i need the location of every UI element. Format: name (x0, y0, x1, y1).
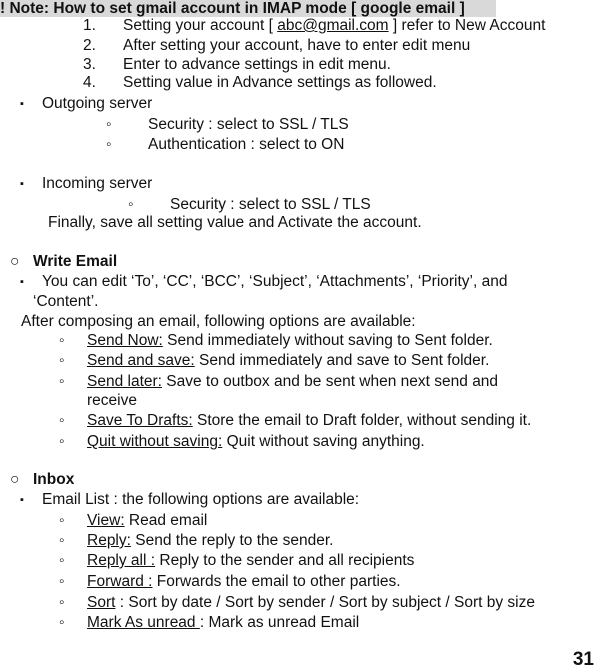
option-desc: Read email (124, 512, 208, 529)
step-text: After setting your account, have to enter edit menu (123, 37, 471, 54)
step-text: Setting value in Advance settings as followed. (123, 74, 437, 91)
square-bullet-icon: ▪ (20, 98, 24, 110)
write-option (87, 373, 498, 391)
ring-bullet-icon: ◦ (59, 614, 65, 631)
step-text (123, 17, 545, 35)
write-option (87, 433, 425, 451)
option-desc-cont: receive (87, 392, 137, 409)
option-desc: : Sort by date / Sort by sender / Sort by subject / Sort by size (115, 594, 535, 611)
inbox-option (87, 512, 207, 530)
ring-bullet-icon: ◦ (59, 552, 65, 569)
step-number: 4. (83, 74, 96, 91)
option-desc: : Mark as unread Email (199, 614, 360, 631)
ring-bullet-icon: ◦ (128, 196, 134, 213)
outgoing-label: Outgoing server (42, 95, 153, 112)
ring-bullet-icon: ◦ (59, 332, 65, 349)
option-desc: Forwards the email to other parties. (152, 573, 401, 590)
reply-option[interactable]: Reply: (87, 532, 131, 549)
ring-bullet-icon: ◦ (59, 352, 65, 369)
ring-bullet-icon: ◦ (106, 136, 112, 153)
step-post: ] refer to New Account (388, 17, 546, 34)
ring-bullet-icon: ◦ (59, 573, 65, 590)
forward-option[interactable]: Forward : (87, 573, 153, 590)
finally-text: Finally, save all setting value and Activate the account. (48, 214, 422, 231)
edit-text: You can edit ‘To’, ‘CC’, ‘BCC’, ‘Subject’, ‘Attachments’, ‘Priority’, and (42, 273, 508, 290)
option-desc: Send immediately and save to Sent folder. (194, 352, 490, 369)
after-composing-text: After composing an email, following options are available: (21, 313, 416, 330)
step-number: 1. (83, 17, 96, 34)
reply-all-option[interactable]: Reply all : (87, 552, 156, 569)
option-desc: Send the reply to the sender. (130, 532, 334, 549)
inbox-option (87, 614, 359, 632)
ring-bullet-icon: ◦ (106, 116, 112, 133)
note-heading: ! Note: How to set gmail account in IMAP mode [ google email ] (0, 0, 496, 17)
inbox-option (87, 594, 535, 612)
write-option (87, 332, 493, 350)
edit-text-cont: ‘Content’. (33, 293, 99, 310)
send-later-option[interactable]: Send later: (87, 373, 162, 390)
inbox-option (87, 573, 401, 591)
ring-bullet-icon: ◦ (59, 433, 65, 450)
option-desc: Send immediately without saving to Sent folder. (162, 332, 493, 349)
circle-bullet-icon: ○ (10, 253, 20, 270)
send-now-option[interactable]: Send Now: (87, 332, 163, 349)
ring-bullet-icon: ◦ (59, 594, 65, 611)
ring-bullet-icon: ◦ (59, 373, 65, 390)
page-number: 31 (572, 649, 594, 670)
outgoing-item: Authentication : select to ON (148, 136, 345, 153)
option-desc: Reply to the sender and all recipients (155, 552, 415, 569)
quit-without-saving-option[interactable]: Quit without saving: (87, 433, 223, 450)
mark-as-unread-option[interactable]: Mark As unread (87, 614, 200, 631)
step-number: 3. (83, 56, 96, 73)
step-text: Enter to advance settings in edit menu. (123, 56, 391, 73)
circle-bullet-icon: ○ (10, 471, 20, 488)
inbox-option (87, 552, 414, 570)
square-bullet-icon: ▪ (20, 178, 24, 190)
ring-bullet-icon: ◦ (59, 512, 65, 529)
option-desc: Quit without saving anything. (222, 433, 425, 450)
save-to-drafts-option[interactable]: Save To Drafts: (87, 412, 193, 429)
email-list-label: Email List : the following options are available: (42, 491, 360, 508)
sort-option[interactable]: Sort (87, 594, 116, 611)
option-desc: Save to outbox and be sent when next send and (161, 373, 499, 390)
write-option (87, 412, 531, 430)
send-and-save-option[interactable]: Send and save: (87, 352, 195, 369)
view-option[interactable]: View: (87, 512, 125, 529)
ring-bullet-icon: ◦ (59, 532, 65, 549)
incoming-label: Incoming server (42, 175, 153, 192)
square-bullet-icon: ▪ (20, 494, 24, 506)
inbox-title: Inbox (33, 471, 75, 488)
option-desc: Store the email to Draft folder, without sending it. (192, 412, 532, 429)
step-number: 2. (83, 37, 96, 54)
outgoing-item: Security : select to SSL / TLS (148, 116, 349, 133)
square-bullet-icon: ▪ (20, 276, 24, 288)
write-email-title: Write Email (33, 253, 118, 270)
write-option (87, 352, 489, 370)
inbox-option (87, 532, 333, 550)
email-link[interactable]: abc@gmail.com (277, 17, 389, 34)
step-pre: Setting your account [ (123, 17, 278, 34)
incoming-item: Security : select to SSL / TLS (170, 196, 371, 213)
ring-bullet-icon: ◦ (59, 412, 65, 429)
